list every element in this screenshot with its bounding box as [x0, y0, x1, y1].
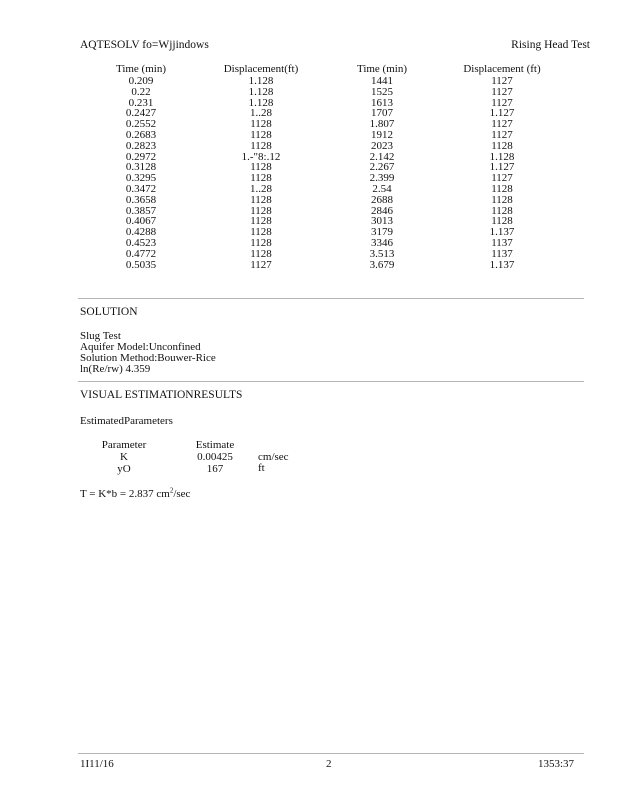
table-cell: 1.137 — [489, 226, 515, 239]
table-cell: 0.2823 — [125, 139, 157, 152]
solution-line-test: Slug Test — [80, 330, 121, 342]
table-cell: 0.5035 — [125, 258, 157, 271]
table-cell: 3179 — [371, 226, 393, 239]
header-test-type: Rising Head Test — [511, 39, 590, 51]
table-cell: 0.209 — [128, 75, 154, 87]
table-cell: 1.128 — [248, 85, 274, 98]
table-cell: 1912 — [371, 128, 393, 141]
table-cell: 0.2427 — [125, 107, 157, 120]
table-cell: 1.-"8:.12 — [241, 150, 281, 163]
table-cell: 1..28 — [250, 182, 272, 195]
solution-line-method: Solution Method:Bouwer-Rice — [80, 352, 216, 364]
param-unit-k: cm/sec — [258, 451, 289, 463]
divider-table — [78, 298, 584, 299]
header-software: AQTESOLV fo=Wjjindows — [80, 39, 209, 51]
table-col-time-2 — [348, 64, 416, 270]
table-cell: 1.137 — [489, 258, 515, 271]
table-cell: 0.4067 — [125, 215, 157, 228]
table-cell: 3.679 — [369, 258, 395, 271]
table-cell: 2846 — [371, 204, 393, 217]
table-cell: 1128 — [250, 128, 272, 141]
table-cell: 1128 — [491, 139, 513, 152]
table-cell: 1128 — [250, 172, 272, 185]
table-cell: 1127 — [491, 128, 513, 141]
table-cell: 0.2552 — [125, 118, 157, 131]
table-cell: 1127 — [491, 85, 513, 98]
table-cell: 1128 — [250, 236, 272, 249]
solution-line-ratio: ln(Re/rw) 4.359 — [80, 363, 151, 375]
table-cell: 1.127 — [489, 161, 515, 174]
col-header-displacement-1: Displacement(ft) — [223, 63, 299, 75]
estimate-header: Estimate — [195, 439, 235, 451]
table-cell: 1.128 — [248, 96, 274, 109]
table-cell: 1613 — [371, 96, 393, 109]
table-cell: 2.142 — [369, 150, 395, 163]
param-header: Parameter — [101, 439, 147, 451]
table-cell: 0.3857 — [125, 204, 157, 217]
param-name-k: K — [120, 451, 128, 463]
table-cell: 1707 — [371, 107, 393, 120]
divider-footer — [78, 753, 584, 754]
col-values-time-1 — [104, 76, 178, 270]
table-cell: 1127 — [491, 118, 513, 131]
param-estimate-k: 0.00425 — [197, 451, 233, 463]
table-cell: 1..28 — [250, 107, 272, 120]
table-cell: 0.231 — [128, 96, 154, 109]
param-name-y0: yO — [117, 463, 131, 475]
param-unit-y0: ft — [258, 462, 265, 474]
table-cell: 0.22 — [131, 85, 151, 98]
transmissivity-suffix: /sec — [173, 488, 191, 500]
table-cell: 3.513 — [369, 247, 395, 260]
table-cell: 1128 — [250, 193, 272, 206]
table-cell: 1128 — [491, 182, 513, 195]
table-col-time-1 — [104, 64, 178, 270]
param-estimate-col — [188, 440, 242, 475]
table-cell: 1128 — [491, 193, 513, 206]
table-cell: 0.3472 — [125, 182, 157, 195]
table-cell: 1525 — [371, 85, 393, 98]
footer-page-number: 2 — [326, 758, 332, 770]
table-col-displacement-2 — [452, 64, 552, 270]
table-cell: 2688 — [371, 193, 393, 206]
table-cell: 1128 — [250, 139, 272, 152]
param-estimate-y0: 167 — [206, 463, 224, 475]
table-cell: 2.267 — [369, 161, 395, 174]
table-cell: 1127 — [250, 258, 272, 271]
visual-title: VISUAL ESTIMATIONRESULTS — [80, 389, 243, 401]
footer-date: 1I11/16 — [80, 758, 114, 770]
table-cell: 0.4772 — [125, 247, 157, 260]
col-header-time-1: Time (min) — [115, 63, 166, 75]
table-cell: 1128 — [250, 161, 272, 174]
table-cell: 0.3295 — [125, 172, 157, 185]
table-cell: 2.399 — [369, 172, 395, 185]
table-cell: 1128 — [250, 247, 272, 260]
visual-subtitle: EstimatedParameters — [80, 415, 173, 427]
solution-line-aquifer: Aquifer Model:Unconfined — [80, 341, 201, 353]
table-col-displacement-1 — [212, 64, 310, 270]
divider-solution — [78, 381, 584, 382]
param-name-col — [96, 440, 152, 475]
table-cell: 3013 — [371, 215, 393, 228]
table-cell: 1128 — [250, 118, 272, 131]
footer-time: 1353:37 — [538, 758, 575, 770]
col-header-time-2: Time (min) — [356, 63, 407, 75]
table-cell: 1128 — [250, 204, 272, 217]
table-cell: 0.2683 — [125, 128, 157, 141]
col-values-displacement-2 — [452, 76, 552, 270]
table-cell: 2023 — [371, 139, 393, 152]
table-cell: 1127 — [491, 96, 513, 109]
table-cell: 1128 — [491, 215, 513, 228]
table-cell: 0.4288 — [125, 226, 157, 239]
table-cell: 1128 — [491, 204, 513, 217]
transmissivity-exponent: 2 — [169, 486, 174, 495]
table-cell: 1127 — [491, 172, 513, 185]
table-cell: 1.807 — [369, 118, 395, 131]
table-cell: 1441 — [371, 75, 393, 87]
transmissivity-prefix: T = K*b = 2.837 cm — [80, 488, 170, 500]
table-cell: 1128 — [250, 226, 272, 239]
table-cell: 0.3658 — [125, 193, 157, 206]
table-cell: 0.4523 — [125, 236, 157, 249]
table-cell: 1.128 — [489, 150, 515, 163]
table-cell: 0.2972 — [125, 150, 157, 163]
table-cell: 1.127 — [489, 107, 515, 120]
table-cell: 1137 — [491, 236, 513, 249]
table-cell: 0.3128 — [125, 161, 157, 174]
col-values-displacement-1 — [212, 76, 310, 270]
table-cell: 2.54 — [372, 182, 392, 195]
col-header-displacement-2: Displacement (ft) — [463, 63, 541, 75]
table-cell: 1.128 — [248, 75, 274, 87]
table-cell: 3346 — [371, 236, 393, 249]
table-cell: 1128 — [250, 215, 272, 228]
table-cell: 1127 — [491, 75, 513, 87]
table-cell: 1137 — [491, 247, 513, 260]
transmissivity-line — [80, 486, 191, 500]
col-values-time-2 — [348, 76, 416, 270]
solution-title: SOLUTION — [80, 306, 138, 318]
